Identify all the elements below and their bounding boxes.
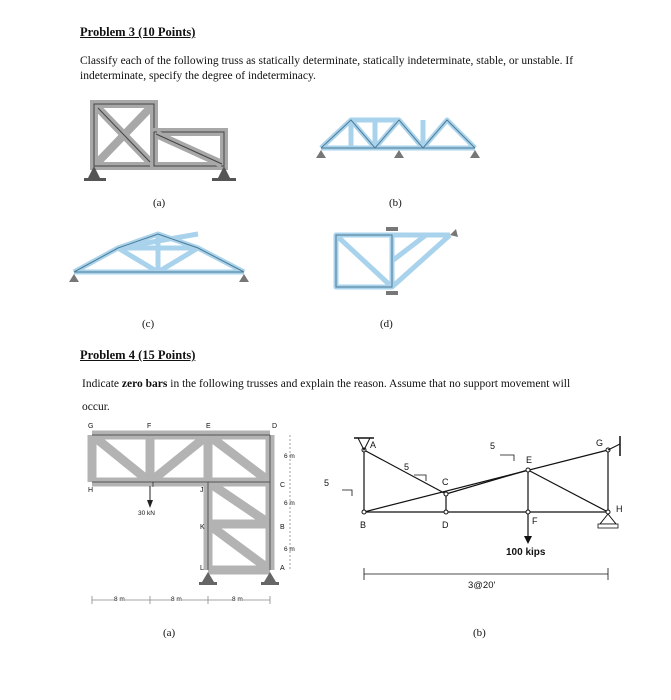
joint-a-label-4b: A	[370, 440, 377, 450]
problem-3-heading: Problem 3 (10 Points)	[80, 25, 196, 39]
joint-f-label: F	[147, 423, 152, 430]
load-30kn-label: 30 kN	[138, 510, 155, 517]
joint-b-label: B	[280, 524, 285, 531]
slope-label-3: 5	[490, 441, 496, 451]
joint-l-label: L	[200, 565, 204, 572]
joint-j-label: J	[200, 487, 204, 494]
zero-bars-emphasis: zero bars	[121, 378, 168, 390]
truss-figure-4a	[80, 420, 310, 620]
joint-h-label-4b: H	[616, 504, 623, 514]
dim-6m-middle: 6 m	[284, 500, 295, 507]
joint-b-label-4b: B	[360, 520, 367, 530]
problem-4-instructions: Indicate zero bars in the following trusses and explain the reason. Assume that no support movement will occur.	[82, 378, 571, 413]
truss-figure-3d	[330, 225, 465, 307]
joint-a-label: A	[280, 565, 285, 572]
dim-8m-middle: 8 m	[171, 596, 182, 603]
joint-f-label-4b: F	[532, 516, 538, 526]
problem-4-heading: Problem 4 (15 Points)	[80, 348, 196, 362]
joint-d-label-4b: D	[442, 520, 449, 530]
truss-figure-3a	[84, 92, 240, 188]
joint-k-label: K	[200, 524, 205, 531]
caption-3c: (c)	[142, 318, 155, 330]
dim-6m-bottom: 6 m	[284, 546, 295, 553]
joint-g-label: G	[88, 423, 94, 430]
joint-c-label: C	[280, 482, 286, 489]
truss-figure-3b	[315, 112, 495, 160]
load-100kips-label: 100 kips	[506, 547, 546, 558]
joint-e-label: E	[206, 423, 211, 430]
joint-i-label: I	[152, 482, 154, 489]
joint-g-label-4b: G	[596, 438, 604, 448]
dim-8m-left: 8 m	[114, 596, 125, 603]
dim-6m-top: 6 m	[284, 453, 295, 460]
caption-4a: (a)	[163, 627, 176, 639]
problem-3-instructions: Classify each of the following truss as statically determinate, statically indeterminate, stable, or unstable. If indeterminate, specify the degree of indeterminacy.	[80, 55, 574, 82]
joint-d-label: D	[272, 423, 278, 430]
truss-figure-3c	[68, 226, 258, 286]
joint-h-label: H	[88, 487, 94, 494]
slope-label-2: 5	[404, 462, 410, 472]
slope-label-1: 5	[324, 478, 330, 488]
caption-3b: (b)	[389, 197, 402, 209]
joint-c-label-4b: C	[442, 477, 449, 487]
dim-8m-right: 8 m	[232, 596, 243, 603]
joint-e-label-4b: E	[526, 455, 533, 465]
caption-3a: (a)	[153, 197, 166, 209]
span-label: 3@20'	[468, 580, 496, 591]
caption-3d: (d)	[380, 318, 393, 330]
caption-4b: (b)	[473, 627, 486, 639]
